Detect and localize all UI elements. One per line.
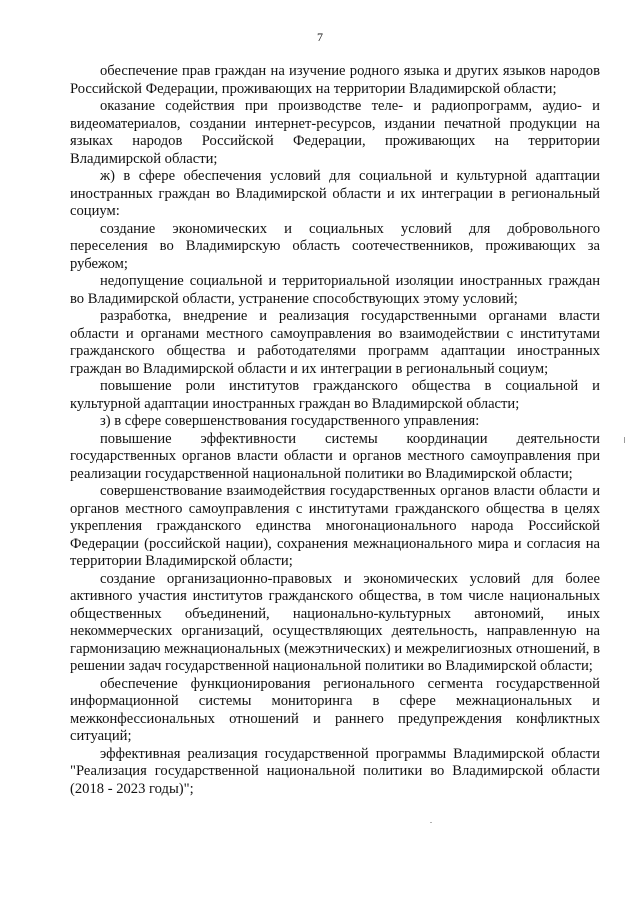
paragraph: з) в сфере совершенствования государственного управления: [100,413,480,429]
page-number: 7 [317,30,323,44]
paragraph: повышение эффективности системы координации деятельности государственных органов власти области и органов местного самоуправления при реализации государственной национальной политики во Владимирской области; [70,430,600,482]
paragraph: эффективная реализация государственной программы Владимирской области "Реализация государственной национальной политики во Владимирской области (2018 - 2023 годы)"; [70,745,600,797]
scan-mark [624,437,625,443]
document-body [70,63,600,798]
paragraph: оказание содействия при производстве теле- и радиопрограмм, аудио- и видеоматериалов, создании интернет-ресурсов, издании печатной продукции на языках народов Российской Федерации, проживающих на территории Владимирской области; [70,98,600,167]
scan-dot [430,822,432,823]
paragraph: повышение роли институтов гражданского общества в социальной и культурной адаптации иностранных граждан во Владимирской области; [70,378,600,412]
paragraph: обеспечение прав граждан на изучение родного языка и других языков народов Российской Федерации, проживающих на территории Владимирской области; [70,63,600,97]
paragraph: создание экономических и социальных условий для добровольного переселения во Владимирскую область соотечественников, проживающих за рубежом; [70,220,600,272]
paragraph: недопущение социальной и территориальной изоляции иностранных граждан во Владимирской области, устранение способствующих этому условий; [70,273,600,307]
paragraph: обеспечение функционирования регионального сегмента государственной информационной системы мониторинга в сфере межнациональных и межконфессиональных отношений и раннего предупреждения конфликтных ситуаций; [70,675,600,744]
paragraph: ж) в сфере обеспечения условий для социальной и культурной адаптации иностранных граждан во Владимирской области и их интеграции в региональный социум: [70,168,600,219]
paragraph: создание организационно-правовых и экономических условий для более активного участия институтов гражданского общества, в том числе национальных общественных объединений, национально-культурных автономий, иных некоммерческих организаций, осуществляющих деятельность, направленную на гармонизацию межнациональных (межэтнических) и межрелигиозных отношений, в решении задач государственной национальной политики во Владимирской области; [70,570,600,674]
paragraph: разработка, внедрение и реализация государственными органами власти области и органами местного самоуправления во взаимодействии с институтами гражданского общества и работодателями программ адаптации иностранных граждан во Владимирской области и их интеграции в региональный социум; [70,308,600,377]
paragraph: совершенствование взаимодействия государственных органов власти области и органов местного самоуправления с институтами гражданского общества в целях укрепления гражданского единства многонационального народа Российской Федерации (российской нации), сохранения межнационального мира и согласия на территории Владимирской области; [70,483,600,569]
